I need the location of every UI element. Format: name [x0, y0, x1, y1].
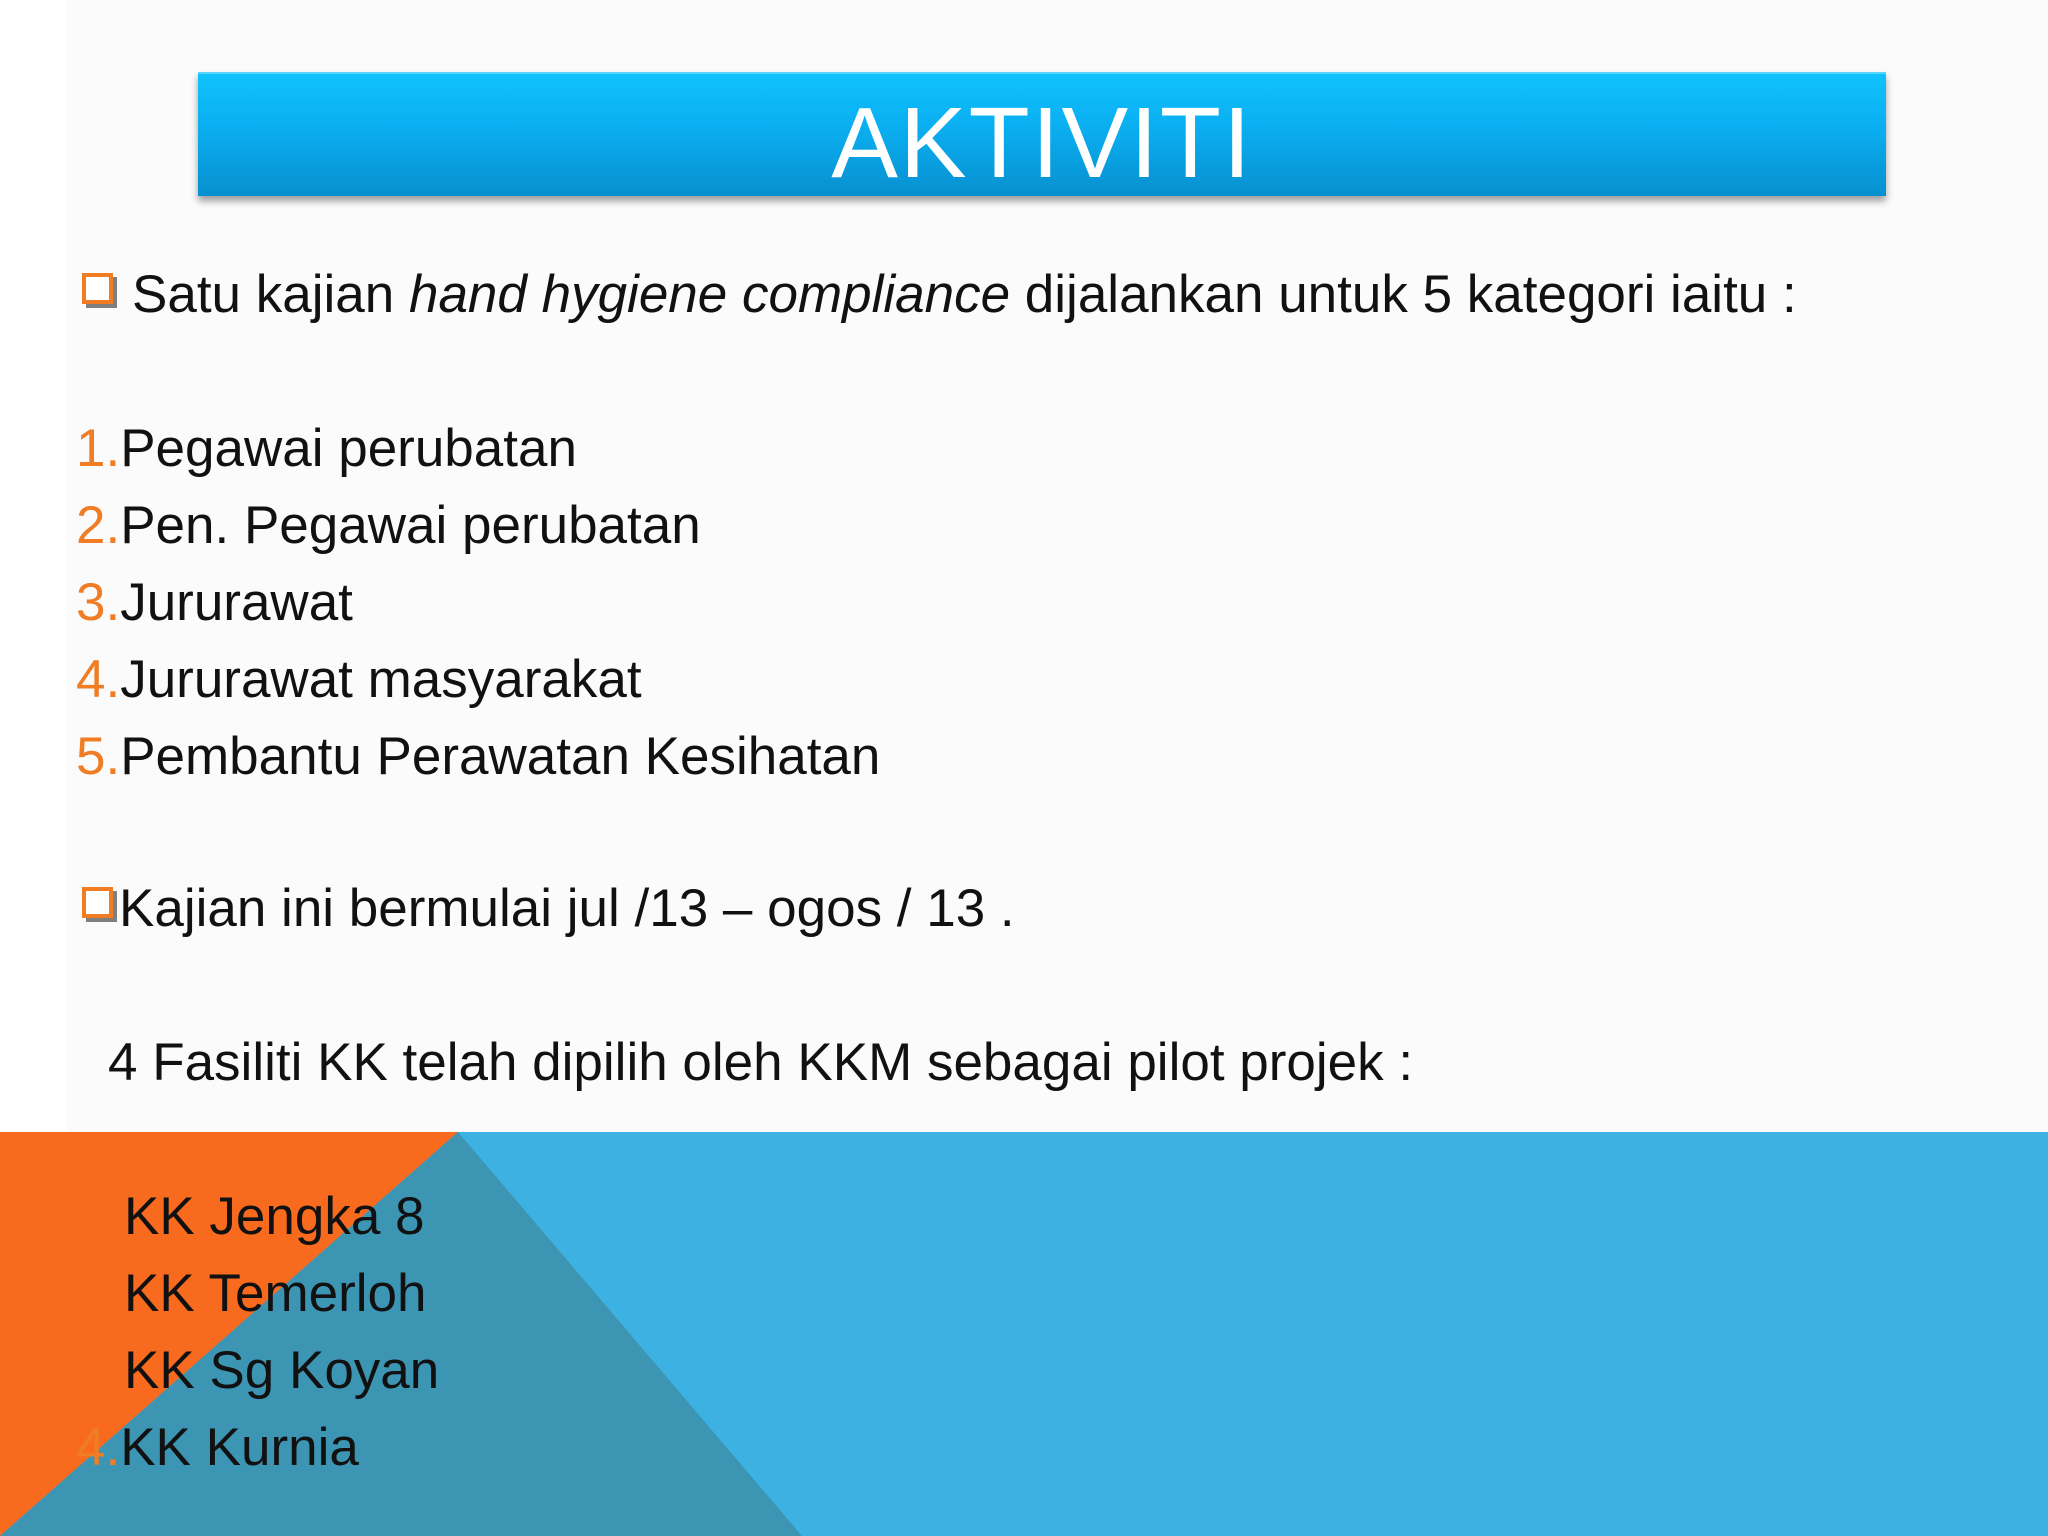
facility-item: [76, 1418, 359, 1477]
category-label: Pegawai perubatan: [120, 419, 577, 478]
list-number: 4.: [76, 1418, 121, 1477]
title-banner: [198, 72, 1886, 199]
facility-label: KK Sg Koyan: [124, 1341, 440, 1400]
checkbox-bullet-icon: [82, 887, 113, 918]
category-item: [76, 573, 353, 632]
intro-emphasis: hand hygiene compliance: [408, 265, 1011, 324]
facility-label: KK Temerloh: [124, 1264, 427, 1323]
facility-item: [124, 1187, 425, 1246]
list-number: 5.: [76, 727, 121, 786]
facilities-heading: 4 Fasiliti KK telah dipilih oleh KKM sebagai pilot projek :: [108, 1033, 1414, 1092]
category-label: Pen. Pegawai perubatan: [120, 496, 701, 555]
study-period-line: [82, 879, 1015, 938]
intro-prefix: Satu kajian: [132, 265, 409, 324]
list-number: 1.: [76, 419, 121, 478]
facility-item: [124, 1341, 440, 1400]
checkbox-bullet-icon: [82, 273, 113, 304]
category-item: [76, 650, 642, 709]
list-number: 4.: [76, 650, 121, 709]
slide-title: AKTIVITI: [831, 87, 1253, 199]
category-item: [76, 727, 881, 786]
facility-item: [124, 1264, 427, 1323]
facility-label: KK Jengka 8: [124, 1187, 425, 1246]
category-label: Jururawat: [120, 573, 353, 632]
category-item: [76, 419, 577, 478]
study-period-text: Kajian ini bermulai jul /13 – ogos / 13 .: [119, 879, 1015, 938]
category-label: Pembantu Perawatan Kesihatan: [120, 727, 881, 786]
facility-label: KK Kurnia: [120, 1418, 359, 1477]
list-number: 3.: [76, 573, 121, 632]
category-label: Jururawat masyarakat: [120, 650, 642, 709]
category-item: [76, 496, 701, 555]
list-number: 2.: [76, 496, 121, 555]
intro-suffix: dijalankan untuk 5 kategori iaitu :: [1010, 265, 1797, 324]
intro-line: [82, 265, 1797, 324]
